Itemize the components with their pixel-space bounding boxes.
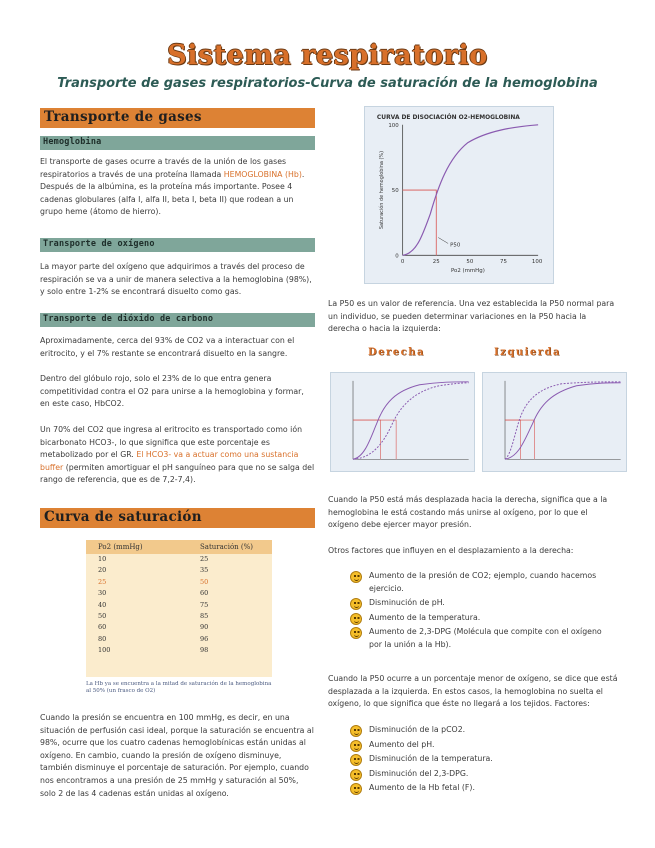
smiley-icon (350, 769, 362, 781)
list-item: Disminución del 2,3-DPG. (350, 768, 615, 781)
factors-left-list (350, 724, 615, 795)
hemoglobin-highlight: HEMOGLOBINA (Hb) (223, 169, 302, 179)
table-caption: La Hb ya se encuentra a la mitad de saturación de la hemoglobina al 50% (un frasco de O2) (86, 681, 272, 694)
table-row: 40 75 (98, 600, 209, 609)
p50-label: P50 (450, 242, 461, 249)
co2-paragraph-1: Aproximadamente, cerca del 93% de CO2 va a interactuar con el eritrocito, y el 7% restante se encontrará disuelto en la sangre. (40, 336, 295, 358)
x-axis-label: Po2 (mmHg) (450, 268, 485, 275)
curve-paragraph: Cuando la presión se encuentra en 100 mmHg, es decir, en una situación de perfusión casi ideal, porque la saturación se encuentra al 98%, ocurre que los cuatro cadenas hemoglobínicas están unidas al oxígeno. En cambio, cuando la presión de oxígeno disminuye, también disminuye el porcentaje de saturación. Por ejemplo, cuando nos encontramos a una presión de 25 mmHg y saturación al 50%, solo 2 de las 4 cadenas están unidas al oxígeno. (40, 713, 314, 798)
list-item: Disminución de pH. (350, 597, 615, 610)
smiley-icon (350, 598, 362, 610)
right-shift-paragraph: Cuando la P50 está más desplazada hacia la derecha, significa que a la hemoglobina le está costando más unirse al oxígeno, por lo que el oxígeno debe ejercer mayor presión. (328, 495, 608, 530)
smiley-icon (350, 627, 362, 639)
co2-subheading: Transporte de dióxido de carbono (40, 313, 315, 327)
hemoglobin-subheading: Hemoglobina (40, 136, 315, 150)
table-row: 80 96 (98, 634, 209, 643)
factors-right-intro: Otros factores que influyen en el desplazamiento a la derecha: (328, 546, 574, 555)
smiley-icon (350, 571, 362, 583)
smiley-icon (350, 613, 362, 625)
list-item: Aumento de la presión de CO2; ejemplo, cuando hacemos ejercicio. (350, 570, 615, 595)
list-item: Aumento de 2,3-DPG (Molécula que compite con el oxígeno por la unión a la Hb). (350, 626, 615, 651)
x-tick: 75 (500, 259, 507, 266)
left-shift-paragraph: Cuando la P50 ocurre a un porcentaje menor de oxígeno, se dice que está desplazada a la izquierda. En estos casos, la hemoglobina no suelta el oxígeno, lo que significa que éste no llegará a los tejidos. Factores: (328, 674, 618, 709)
y-tick: 100 (388, 122, 399, 129)
transport-heading: Transporte de gases (40, 108, 315, 128)
oxygen-subheading: Transporte de oxígeno (40, 238, 315, 252)
p50-paragraph: La P50 es un valor de referencia. Una vez establecida la P50 normal para un individuo, se pueden determinar variaciones en la P50 hacia la derecha o hacia la izquierda: (328, 299, 615, 334)
smiley-icon (350, 725, 362, 737)
page-subtitle: Transporte de gases respiratorios-Curva de saturación de la hemoglobina (57, 76, 598, 91)
factors-right-list (350, 570, 615, 652)
p50-pointer (438, 238, 448, 244)
table-row: 20 35 (98, 566, 209, 575)
x-tick: 100 (531, 259, 543, 266)
list-item: Aumento del pH. (350, 739, 615, 752)
list-item: Disminución de la temperatura. (350, 753, 615, 766)
table-row: 50 85 (98, 611, 209, 620)
dissociation-graph (364, 106, 554, 284)
smiley-icon (350, 754, 362, 766)
smiley-icon (350, 740, 362, 752)
co2-paragraph-2: Dentro del glóbulo rojo, solo el 23% de lo que entra genera competitividad contra el O2 para unirse a la hemoglobina y formar, en este caso, HbCO2. (40, 374, 304, 409)
table-row: 60 90 (98, 623, 209, 632)
graph-title: CURVA DE DISOCIACIÓN O2-HEMOGLOBINA (376, 113, 520, 121)
header-saturation: Saturación (%) (200, 543, 254, 551)
dissociation-graph-svg (365, 107, 553, 283)
table-row-highlight: 25 50 (98, 577, 209, 586)
right-shift-svg (331, 373, 474, 471)
x-tick: 25 (432, 259, 440, 266)
table-row: 100 98 (98, 646, 209, 655)
left-shift-svg (483, 373, 626, 471)
list-item: Aumento de la Hb fetal (F). (350, 782, 615, 795)
buffer-highlight: El HCO3- va a actuar como una sustancia buffer (40, 450, 299, 472)
oxygen-paragraph: La mayor parte del oxígeno que adquirimos a través del proceso de respiración se va a unir de manera selectiva a la hemoglobina (98%), y solo entre 1-2% se encontrará disuelto como gas. (40, 262, 312, 297)
y-tick: 0 (395, 253, 399, 260)
x-tick: 0 (400, 259, 405, 266)
y-tick: 50 (391, 188, 399, 195)
saturation-table (86, 540, 272, 677)
smiley-icon (350, 783, 362, 795)
x-tick: 50 (466, 259, 474, 266)
p50-guide (403, 190, 437, 255)
right-shift-label: Derecha (368, 347, 426, 358)
co2-paragraph-3: Un 70% del CO2 que ingresa al eritrocito es transportado como ión bicarbonato HCO3-, lo que significa que este porcentaje es metabolizado por el GR. El HCO3- va a actuar como una sustancia buffer (permiten amortiguar el pH sanguíneo para que no se salga del rango de referencia, que es de 7,2-7,4). (40, 425, 315, 485)
y-axis-label: Saturación de hemoglobina (%) (378, 150, 385, 230)
header-po2: Po2 (mmHg) (98, 543, 143, 551)
list-item: Disminución de la pCO2. (350, 724, 615, 737)
table-header (86, 540, 272, 554)
table-row: 10 25 (98, 555, 209, 563)
curve-heading: Curva de saturación (40, 508, 315, 528)
list-item: Aumento de la temperatura. (350, 612, 615, 625)
hemoglobin-paragraph: El transporte de gases ocurre a través de la unión de los gases respiratorios a través de una proteína llamada HEMOGLOBINA (Hb). Después de la albúmina, es la proteína más importante. Posee 4 cadenas globulares (alfa I, alfa II, beta I, beta II) que rodean a un grupo heme (átomo de hierro). (40, 157, 305, 217)
page-title: Sistema respiratorio (167, 40, 488, 71)
left-shift-graph (482, 372, 627, 472)
left-shift-label: Izquierda (494, 347, 562, 358)
table-row: 30 60 (98, 589, 209, 598)
right-shift-graph (330, 372, 475, 472)
